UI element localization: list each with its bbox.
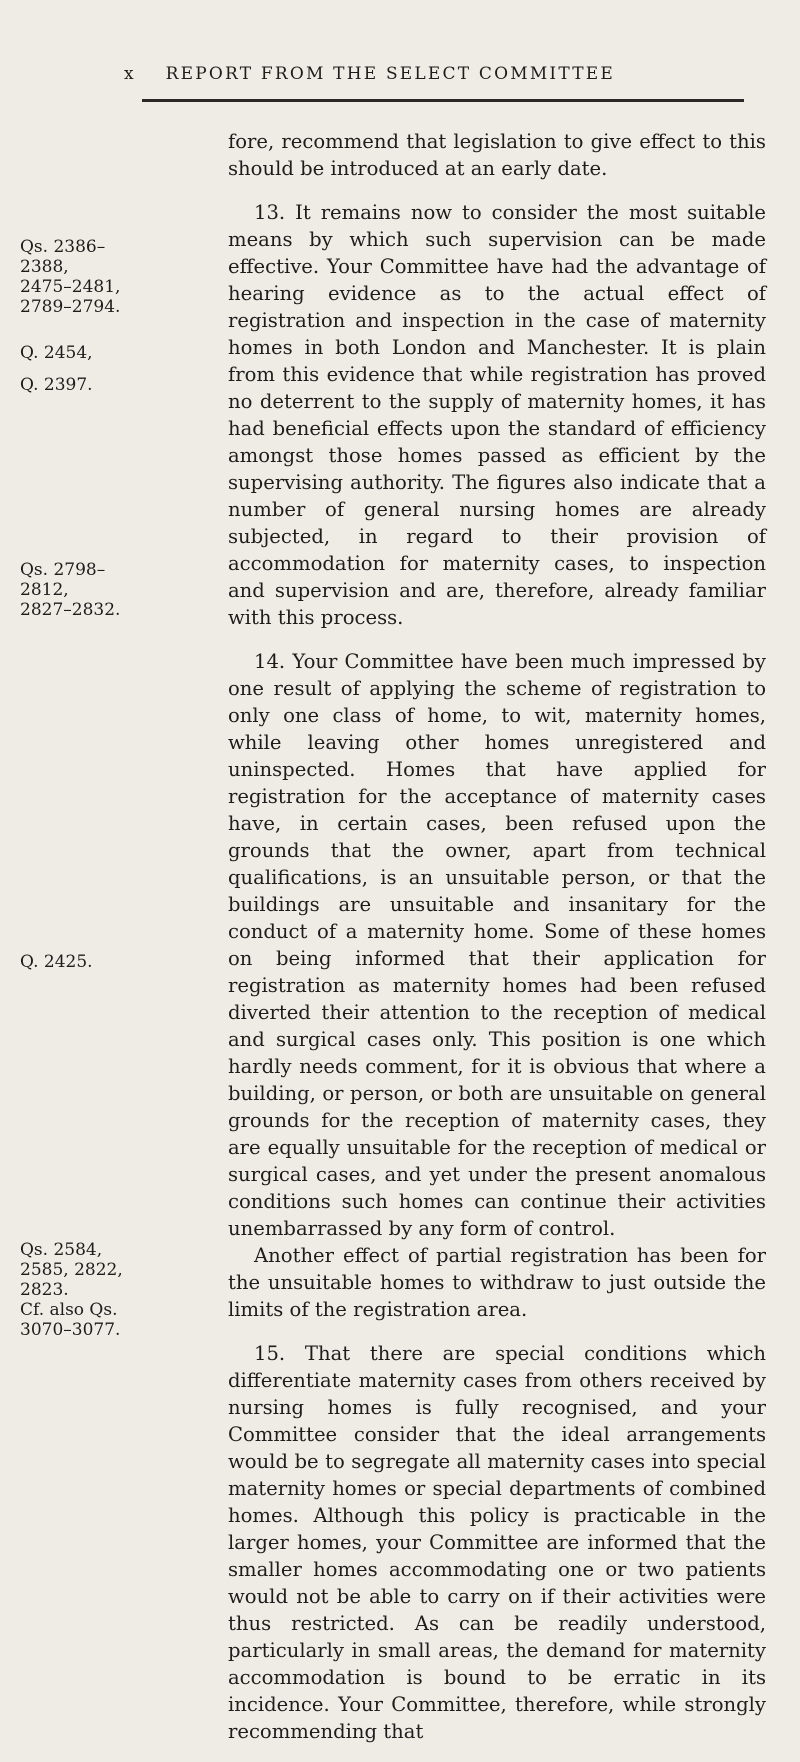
margin-note-line: 2827–2832. bbox=[20, 600, 121, 620]
body-text bbox=[228, 128, 766, 1762]
margin-note-line: 2789–2794. bbox=[20, 297, 121, 317]
margin-note-line: Q. 2397. bbox=[20, 375, 93, 395]
paragraph-13: 13. It remains now to consider the most suitable means by which such supervision can be made effective. Your Committee have had the advantage of hearing evidence as to the actual effect of registration and inspection in the case of maternity homes in both London and Manchester. It is plain from this evidence that while registration has proved no deterrent to the supply of maternity homes, it has had beneficial effects upon the standard of efficiency amongst those homes passed as efficient by the supervising authority. The figures also indicate that a number of general nursing homes are already subjected, in regard to their provision of accommodation for maternity cases, to inspection and supervision and are, therefore, already familiar with this process. bbox=[228, 201, 766, 629]
margin-note-line: 2388, bbox=[20, 257, 69, 277]
paragraph-15: 15. That there are special conditions which differentiate maternity cases from others received by nursing homes is fully recognised, and your Committee consider that the ideal arrangements would be to segregate all maternity cases into special maternity homes or special departments of combined homes. Although this policy is practicable in the larger homes, your Committee are informed that the smaller homes accommodating one or two patients would not be able to carry on if their activities were thus restricted. As can be readily understood, particularly in small areas, the demand for maternity accommodation is bound to be erratic in its incidence. Your Committee, therefore, while strongly recommending that bbox=[228, 1342, 766, 1743]
paragraph-14: 14. Your Committee have been much impressed by one result of applying the scheme of registration to only one class of home, to wit, maternity homes, while leaving other homes unregistered and uninspected. Homes that have applied for registration for the acceptance of maternity cases have, in certain cases, been refused upon the grounds that the owner, apart from technical qualifications, is an unsuitable person, or that the buildings are unsuitable and insanitary for the conduct of a maternity home. Some of these homes on being informed that their application for registration as maternity homes had been refused diverted their attention to the reception of medical and surgical cases only. This position is one which hardly needs comment, for it is obvious that where a building, or person, or both are unsuitable on general grounds for the reception of maternity cases, they are equally unsuitable for the reception of medical or surgical cases, and yet under the present anomalous conditions such homes can continue their activities unembarrassed by any form of control. bbox=[228, 650, 766, 1240]
margin-note-line: 3070–3077. bbox=[20, 1320, 121, 1340]
page-number: x bbox=[124, 64, 136, 84]
header-rule bbox=[142, 99, 744, 102]
margin-note-line: 2823. bbox=[20, 1280, 69, 1300]
paragraph-14-continued: Another effect of partial registration has been for the unsuitable homes to withdraw to just outside the limits of the registration area. bbox=[228, 1244, 766, 1321]
header-title: REPORT FROM THE SELECT COMMITTEE bbox=[165, 64, 615, 84]
margin-note bbox=[20, 1240, 150, 1340]
margin-note bbox=[20, 560, 150, 620]
margin-note-line: Qs. 2798– bbox=[20, 560, 106, 580]
paragraph-continuation: fore, recommend that legislation to give effect to this should be introduced at an early date. bbox=[228, 130, 766, 180]
margin-note-line: 2475–2481, bbox=[20, 277, 121, 297]
margin-note-line: Qs. 2584, bbox=[20, 1240, 103, 1260]
margin-note bbox=[20, 237, 150, 317]
margin-note-line: 2812, bbox=[20, 580, 69, 600]
margin-note-line: Q. 2425. bbox=[20, 952, 93, 972]
margin-note-line: 2585, 2822, bbox=[20, 1260, 123, 1280]
margin-note-line: Q. 2454, bbox=[20, 343, 93, 363]
running-header bbox=[124, 64, 744, 84]
margin-note bbox=[20, 343, 150, 395]
margin-note bbox=[20, 952, 150, 972]
margin-note-line: Qs. 2386– bbox=[20, 237, 106, 257]
margin-note-line: Cf. also Qs. bbox=[20, 1300, 118, 1320]
